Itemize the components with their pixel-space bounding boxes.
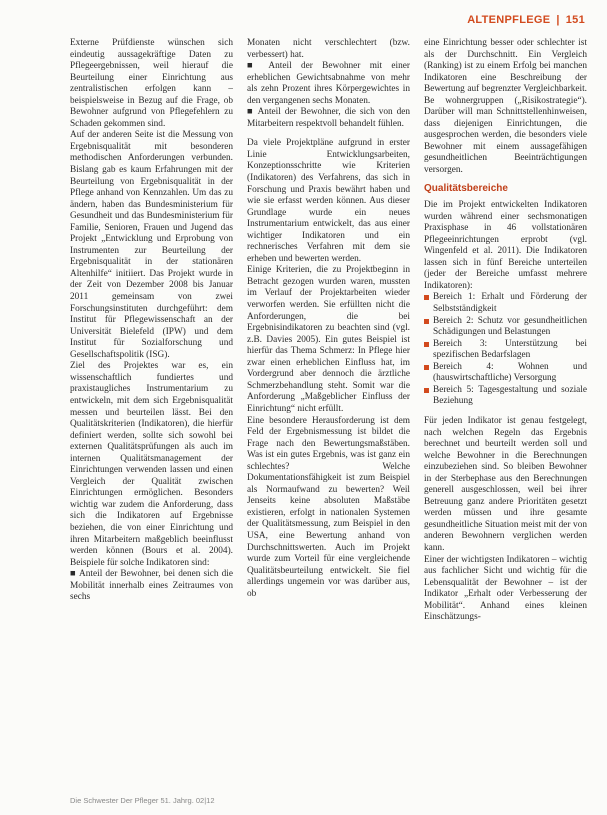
- list-item: [424, 316, 587, 339]
- list-item-text: Bereich 5: Tagesgestaltung und soziale Beziehung: [433, 384, 587, 407]
- page-number: 151: [565, 14, 585, 26]
- bullet-square-icon: [424, 295, 429, 300]
- list-item: [424, 339, 587, 362]
- text-column-2: [247, 38, 410, 787]
- paragraph: Die im Projekt entwickelten Indikatoren wurden während einer sechsmonatigen Praxisphase in 46 vollstationären Pflegeeinrichtungen erprobt (vgl. Wingenfeld et al. 2011). Die Indikatoren lassen sich in fünf Bereiche unterteilen (jeder der Bereiche umfasst mehrere Indikatoren):: [424, 200, 587, 291]
- bullet-square-icon: [424, 388, 429, 393]
- paragraph: ■ Anteil der Bewohner, bei denen sich die Mobilität innerhalb eines Zeitraumes von sechs: [70, 569, 233, 603]
- paragraph: Eine besondere Herausforderung ist dem Feld der Ergebnismessung ist bildet die Frage nach den Bewertungsmaßstäben. Was ist ein gutes Ergebnis, was ist ganz ein schlechtes? Welche Dokumentationsfähigkeit ist zum Beispiel als Normaufwand zu bewerten? Weil Jenseits keine absoluten Maßstäbe existieren, erfolgt in nationalen Systemen der Qualitätsmessung, zum Beispiel in den USA, eine Bewertung anhand von Durchschnittswerten. Auch im Projekt wurde zum Vorteil für eine vergleichende Qualitätsbeurteilung entwickelt. Sie fiel allerdings ungemein vor was darüber aus, ob: [247, 415, 410, 599]
- paragraph: ■ Anteil der Bewohner mit einer erheblichen Gewichtsabnahme von mehr als zehn Prozent ihres Körpergewichtes in den vergangenen sechs Monaten.: [247, 61, 410, 106]
- page-footer: Die Schwester Der Pfleger 51. Jahrg. 02|12: [70, 796, 215, 805]
- bullet-square-icon: [424, 365, 429, 370]
- list-item: [424, 385, 587, 408]
- header-separator: |: [556, 14, 560, 26]
- paragraph: Ziel des Projektes war es, ein wissenschaftlich fundiertes und praxistaugliches Instrumentarium zu entwickeln, mit dem sich Ergebnisqualität messen und beurteilen lässt. Bei den Qualitätskriterien (Indikatoren), die hierfür definiert werden, sollte sich sowohl bei externen Qualitätsprüfungen als auch im internen Qualitätsmanagement der Einrichtungen verwenden lassen und einen Vergleich der Qualität zwischen Einrichtungen ermöglichen. Besonders wichtig war zudem die Anforderung, dass sich die Indikatoren auf Ergebnisse beziehen, die von einer Einrichtung und ihren Mitarbeitern maßgeblich beeinflusst werden können (Bours et al. 2004). Beispiele für solche Indikatoren sind:: [70, 361, 233, 568]
- list-item-text: Bereich 1: Erhalt und Förderung der Selbstständigkeit: [433, 292, 587, 315]
- paragraph: Einer der wichtigsten Indikatoren – wichtig aus fachlicher Sicht und wichtig für die Lebensqualität der Bewohner – ist der Indikator „Erhalt oder Verbesserung der Mobilität“. Anhand eines kleinen Einschätzungs-: [424, 554, 587, 623]
- paragraph: Da viele Projektpläne aufgrund in erster Linie Entwicklungsarbeiten, Konzeptionsschritte wie Kriterien (Indikatoren) des Verfahrens, das sich in Forschung und Praxis bewährt haben und wie sie erfasst werden können. Aus dieser Grundlage wurde ein neues Instrumentarium entwickelt, das aus einer wichtiger Indikatoren und ein rechnerisches Verfahren mit dem sie erheben und bewerten werden.: [247, 138, 410, 264]
- paragraph: Einige Kriterien, die zu Projektbeginn in Betracht gezogen wurden waren, mussten im Verlauf der Projektarbeiten wieder verworfen werden. Sie erfüllten nicht die Anforderungen, die bei Ergebnisindikatoren zu beachten sind (vgl. z.B. Davies 2005). Ein gutes Beispiel ist hierfür das Thema Schmerz: In Pflege hier zwar einen erheblichen Einfluss hat, im Vordergrund aber dennoch die ärztliche Schmerzbehandlung steht. Somit war die Anforderung „Maßgeblicher Einfluss der Einrichtung“ nicht erfüllt.: [247, 265, 410, 414]
- paragraph: Auf der anderen Seite ist die Messung von Ergebnisqualität mit besonderen methodischen Anforderungen verbunden. Bislang gab es kaum Erfahrungen mit der Beurteilung von Ergebnisqualität in der Pflege anhand von Kennzahlen. Um das zu ändern, haben das Bundesministerium für Gesundheit und das Bundesministerium für Familie, Senioren, Frauen und Jugend das Projekt „Entwicklung und Erprobung von Instrumenten zur Beurteilung der Ergebnisqualität in der stationären Altenhilfe“ initiiert. Das Projekt wurde in der Zeit von Dezember 2008 bis Januar 2011 gemeinsam von zwei Forschungsinstituten durchgeführt: dem Institut für Pflegewissenschaft an der Universität Bielefeld (IPW) und dem Institut für Sozialforschung und Gesellschaftspolitik (ISG).: [70, 130, 233, 360]
- paragraph: Monaten nicht verschlechtert (bzw. verbessert) hat.: [247, 38, 410, 60]
- section-title: ALTENPFLEGE: [467, 14, 551, 26]
- bullet-square-icon: [424, 319, 429, 324]
- list-item-text: Bereich 2: Schutz vor gesundheitlichen Schädigungen und Belastungen: [433, 315, 587, 338]
- article-body: [70, 38, 587, 787]
- paragraph: Für jeden Indikator ist genau festgelegt, nach welchen Regeln das Ergebnis berechnet und beurteilt werden soll und welche Bewohner in die Berechnungen einzubeziehen sind. So bleiben Bewohner in der Sterbephase aus den Berechnungen generell ausgeschlossen, weil bei ihrer Betreuung ganz andere Prioritäten gesetzt werden müssen und ihre gesamte gesundheitliche Situation meist mit der von anderen Bewohnern verglichen werden kann.: [424, 415, 587, 553]
- bullet-square-icon: [424, 342, 429, 347]
- list-item: [424, 292, 587, 315]
- section-heading: Qualitätsbereiche: [424, 182, 508, 194]
- list-item-text: Bereich 4: Wohnen und (hauswirtschaftliche) Versorgung: [433, 361, 587, 384]
- list-item-text: Bereich 3: Unterstützung bei spezifischen Bedarfslagen: [433, 338, 587, 361]
- paragraph: ■ Anteil der Bewohner, die sich von den Mitarbeitern respektvoll behandelt fühlen.: [247, 107, 410, 129]
- paragraph: eine Einrichtung besser oder schlechter ist als der Durchschnitt. Ein Vergleich (Ranking) ist zu einem Erfolg bei manchen Indikatoren eine Beschreibung der Bewertung auf begrenzter Vergleichbarkeit. Be wohnergruppen („Risikostrategie“). Darüber will man Schnittstellenhinweisen, dass diejenigen Einrichtungen, die ausgesprochen werden, die besonders viele Bewohner mit einem aussagefähigen gesundheitlichen Beeinträchtigungen versorgen.: [424, 38, 587, 176]
- text-column-3: [424, 38, 587, 787]
- text-column-1: [70, 38, 233, 787]
- page-header: [467, 14, 585, 26]
- paragraph: Externe Prüfdienste wünschen sich eindeutig aussagekräftige Daten zu Pflegeergebnissen, weil hierauf die Beurteilung einer Einrichtung aus zentralistischen erfolgen kann – beispielsweise in Bezug auf die Frage, ob Bewohner aufgrund von Pflegefehlern zu Schaden gekommen sind.: [70, 38, 233, 129]
- list-item: [424, 362, 587, 385]
